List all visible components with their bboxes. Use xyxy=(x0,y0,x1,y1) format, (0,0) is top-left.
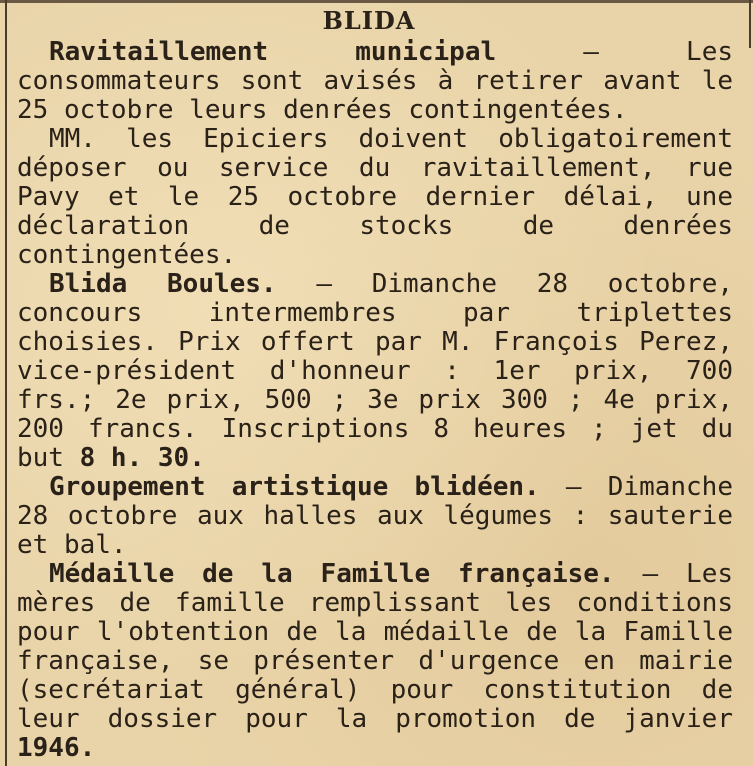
left-column-rule xyxy=(5,0,7,766)
item-text: — Les mères de famille remplissant les conditions pour l'obtention de la médaille de la Famille française, se présenter d'urgence en mairie (secrétariat général) pour constitution de leur dossier pour la promotion de janvier xyxy=(17,559,734,734)
item-groupement-artistique xyxy=(17,473,733,560)
section-title: BLIDA xyxy=(322,6,416,35)
item-heading: Groupement artistique blidéen. xyxy=(49,472,540,502)
item-blida-boules xyxy=(17,270,733,473)
item-tail: 8 h. 30. xyxy=(79,443,205,473)
item-text: — Les consommateurs sont avisés à retirer avant le 25 octobre leurs denrées contingentées. xyxy=(17,37,734,125)
item-text: MM. les Epiciers doivent obligatoirement déposer ou service du ravitaillement, rue Pavy et le 25 octobre dernier délai, une déclaration de stocks de denrées contingentées. xyxy=(17,124,733,270)
top-rule xyxy=(0,0,753,3)
item-epiciers xyxy=(17,125,733,270)
item-text: — Dimanche 28 octobre aux halles aux légumes : sauterie et bal. xyxy=(17,472,733,560)
item-ravitaillement xyxy=(17,38,733,125)
item-heading: Blida Boules. xyxy=(49,269,277,299)
item-heading: Médaille de la Famille française. xyxy=(49,559,615,589)
item-heading: Ravitaillement municipal xyxy=(49,37,497,67)
item-medaille-famille xyxy=(17,560,733,763)
item-text: — Dimanche 28 octobre, concours intermembres par triplettes choisies. Prix offert par M. François Perez, vice-président d'honneur : 1er prix, 700 frs.; 2e prix, 500 ; 3e prix 300 ; 4e prix, 200 francs. Inscriptions 8 heures ; jet du but xyxy=(17,269,733,473)
right-column-rule xyxy=(749,0,751,48)
item-tail: 1946. xyxy=(17,733,96,763)
article-column xyxy=(17,4,733,763)
